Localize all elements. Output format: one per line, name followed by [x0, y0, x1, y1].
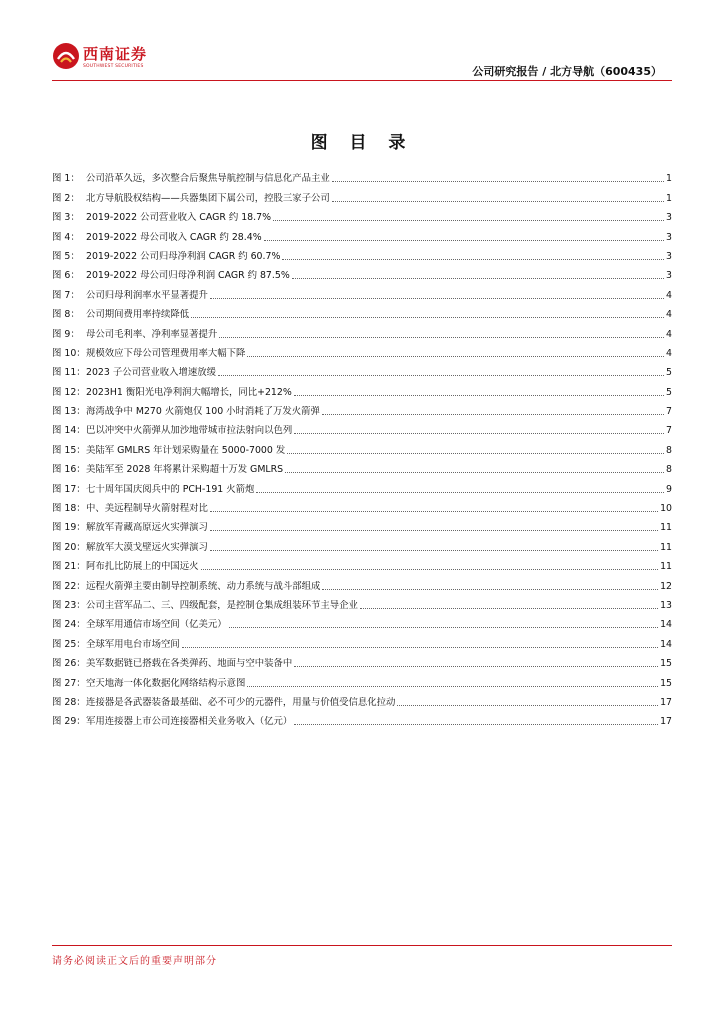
toc-entry-title: 2019-2022 母公司归母净利润 CAGR 约 87.5% — [86, 270, 290, 282]
toc-leader-dots — [322, 589, 658, 590]
report-info: 公司研究报告 / 北方导航（600435） — [472, 65, 662, 78]
toc-entry[interactable] — [52, 709, 672, 728]
toc-entry[interactable] — [52, 244, 672, 263]
toc-entry[interactable] — [52, 554, 672, 573]
toc-leader-dots — [229, 627, 658, 628]
toc-entry-label: 图 20： — [52, 541, 86, 553]
toc-leader-dots — [218, 375, 664, 376]
toc-entry-label: 图 4： — [52, 231, 80, 243]
toc-entry-title: 北方导航股权结构——兵器集团下属公司，控股三家子公司 — [86, 192, 330, 204]
toc-entry-page: 4 — [666, 328, 672, 340]
toc-entry[interactable] — [52, 573, 672, 592]
toc-entry-title: 七十周年国庆阅兵中的 PCH-191 火箭炮 — [86, 483, 255, 495]
toc-entry-label: 图 2： — [52, 192, 80, 204]
toc-leader-dots — [397, 705, 658, 706]
toc-entry-title: 2019-2022 母公司收入 CAGR 约 28.4% — [86, 231, 262, 243]
toc-entry-page: 13 — [660, 599, 672, 611]
toc-entry-label: 图 6： — [52, 270, 80, 282]
toc-entry-title: 2023H1 衡阳光电净利润大幅增长，同比+212% — [86, 386, 292, 398]
toc-entry-page: 9 — [666, 483, 672, 495]
toc-entry-title: 巴以冲突中火箭弹从加沙地带城市拉法射向以色列 — [86, 425, 293, 437]
toc-entry-label: 图 9： — [52, 328, 80, 340]
toc-entry[interactable] — [52, 185, 672, 204]
toc-entry-page: 10 — [660, 503, 672, 515]
toc-entry-page: 11 — [660, 561, 672, 573]
logo-english-name: SOUTHWEST SECURITIES — [83, 64, 144, 69]
toc-entry-title: 全球军用电台市场空间 — [86, 638, 180, 650]
toc-leader-dots — [294, 666, 658, 667]
toc-entry[interactable] — [52, 631, 672, 650]
toc-entry-title: 空天地海一体化数据化网络结构示意图 — [86, 677, 246, 689]
toc-entry-title: 远程火箭弹主要由制导控制系统、动力系统与战斗部组成 — [86, 580, 321, 592]
toc-entry[interactable] — [52, 379, 672, 398]
toc-entry-label: 图 13： — [52, 406, 86, 418]
toc-entry[interactable] — [52, 651, 672, 670]
toc-leader-dots — [247, 356, 664, 357]
toc-entry-title: 公司沿革久远，多次整合后聚焦导航控制与信息化产品主业 — [86, 173, 330, 185]
toc-entry[interactable] — [52, 670, 672, 689]
figure-table-of-contents — [52, 166, 672, 728]
toc-entry[interactable] — [52, 166, 672, 185]
toc-entry[interactable] — [52, 302, 672, 321]
toc-entry-page: 14 — [660, 619, 672, 631]
toc-leader-dots — [210, 298, 664, 299]
toc-leader-dots — [219, 337, 664, 338]
page-title: 图 目 录 — [310, 133, 414, 153]
toc-entry-page: 5 — [666, 386, 672, 398]
toc-entry-page: 4 — [666, 347, 672, 359]
toc-entry-page: 1 — [666, 173, 672, 185]
toc-leader-dots — [201, 569, 659, 570]
toc-entry-title: 美军数据链已搭载在各类弹药、地面与空中装备中 — [86, 658, 293, 670]
toc-entry[interactable] — [52, 534, 672, 553]
toc-leader-dots — [287, 453, 664, 454]
toc-entry-title: 军用连接器上市公司连接器相关业务收入（亿元） — [86, 716, 293, 728]
toc-entry-label: 图 27： — [52, 677, 86, 689]
toc-entry-page: 12 — [660, 580, 672, 592]
toc-entry-title: 2023 子公司营业收入增速放缓 — [86, 367, 216, 379]
toc-entry-title: 公司主营军品二、三、四级配套，是控制仓集成组装环节主导企业 — [86, 599, 358, 611]
toc-entry-page: 17 — [660, 696, 672, 708]
toc-entry-title: 解放军大漠戈壁远火实弹演习 — [86, 541, 208, 553]
toc-entry-label: 图 3： — [52, 212, 80, 224]
toc-entry-label: 图 18： — [52, 503, 86, 515]
toc-leader-dots — [256, 492, 664, 493]
toc-entry-label: 图 17： — [52, 483, 86, 495]
toc-entry[interactable] — [52, 612, 672, 631]
toc-entry-page: 11 — [660, 541, 672, 553]
toc-entry[interactable] — [52, 476, 672, 495]
toc-entry-label: 图 7： — [52, 289, 80, 301]
toc-entry[interactable] — [52, 360, 672, 379]
toc-entry[interactable] — [52, 263, 672, 282]
toc-entry-title: 母公司毛利率、净利率显著提升 — [86, 328, 218, 340]
toc-entry-label: 图 5： — [52, 250, 80, 262]
toc-entry-title: 连接器是各武器装备最基础、必不可少的元器件，用量与价值受信息化拉动 — [86, 696, 396, 708]
toc-leader-dots — [360, 608, 658, 609]
toc-entry[interactable] — [52, 593, 672, 612]
toc-entry[interactable] — [52, 690, 672, 709]
footer-divider — [52, 945, 672, 946]
toc-entry-label: 图 1： — [52, 173, 80, 185]
toc-entry[interactable] — [52, 437, 672, 456]
toc-entry-label: 图 14： — [52, 425, 86, 437]
toc-entry[interactable] — [52, 457, 672, 476]
toc-entry-title: 中、美远程制导火箭射程对比 — [86, 503, 208, 515]
toc-entry-label: 图 24： — [52, 619, 86, 631]
toc-entry-page: 1 — [666, 192, 672, 204]
toc-entry-page: 7 — [666, 406, 672, 418]
toc-entry-page: 4 — [666, 309, 672, 321]
toc-entry-label: 图 22： — [52, 580, 86, 592]
toc-entry-title: 解放军青藏高原远火实弹演习 — [86, 522, 208, 534]
toc-leader-dots — [210, 511, 658, 512]
toc-entry-label: 图 8： — [52, 309, 80, 321]
toc-entry-title: 全球军用通信市场空间（亿美元） — [86, 619, 227, 631]
toc-entry-label: 图 10： — [52, 347, 86, 359]
toc-entry-title: 公司期间费用率持续降低 — [86, 309, 190, 321]
toc-leader-dots — [294, 433, 664, 434]
toc-entry-page: 3 — [666, 270, 672, 282]
toc-entry-title: 阿布扎比防展上的中国远火 — [86, 561, 199, 573]
toc-entry-page: 15 — [660, 658, 672, 670]
toc-entry-label: 图 21： — [52, 561, 86, 573]
toc-leader-dots — [294, 724, 658, 725]
toc-entry-page: 3 — [666, 231, 672, 243]
toc-leader-dots — [273, 220, 664, 221]
toc-entry-label: 图 23： — [52, 599, 86, 611]
toc-entry-title: 美陆军至 2028 年将累计采购超十万发 GMLRS — [86, 464, 284, 476]
toc-entry-page: 8 — [666, 464, 672, 476]
toc-entry-page: 17 — [660, 716, 672, 728]
toc-entry-label: 图 11： — [52, 367, 86, 379]
toc-leader-dots — [210, 530, 658, 531]
header-divider — [52, 80, 672, 81]
toc-entry-page: 3 — [666, 250, 672, 262]
toc-leader-dots — [285, 472, 664, 473]
toc-entry-page: 7 — [666, 425, 672, 437]
toc-entry-page: 4 — [666, 289, 672, 301]
toc-entry[interactable] — [52, 282, 672, 301]
toc-entry-label: 图 16： — [52, 464, 86, 476]
toc-entry[interactable] — [52, 205, 672, 224]
toc-entry-title: 公司归母利润率水平显著提升 — [86, 289, 208, 301]
company-logo — [52, 40, 152, 76]
toc-entry-title: 美陆军 GMLRS 年计划采购量在 5000-7000 发 — [86, 444, 286, 456]
toc-leader-dots — [282, 259, 664, 260]
toc-leader-dots — [332, 181, 664, 182]
toc-entry-label: 图 25： — [52, 638, 86, 650]
toc-leader-dots — [191, 317, 664, 318]
toc-leader-dots — [247, 686, 658, 687]
toc-entry-label: 图 15： — [52, 444, 86, 456]
toc-entry-title: 海湾战争中 M270 火箭炮仅 100 小时消耗了万发火箭弹 — [86, 406, 320, 418]
logo-chinese-name: 西南证券 — [83, 45, 148, 63]
southwest-securities-logo-icon — [52, 42, 80, 70]
toc-entry[interactable] — [52, 418, 672, 437]
toc-entry-page: 15 — [660, 677, 672, 689]
toc-entry[interactable] — [52, 515, 672, 534]
toc-entry[interactable] — [52, 341, 672, 360]
toc-entry[interactable] — [52, 224, 672, 243]
toc-entry-label: 图 19： — [52, 522, 86, 534]
toc-entry[interactable] — [52, 321, 672, 340]
toc-leader-dots — [264, 240, 664, 241]
toc-leader-dots — [332, 201, 664, 202]
toc-entry-label: 图 26： — [52, 658, 86, 670]
toc-entry-page: 5 — [666, 367, 672, 379]
toc-leader-dots — [322, 414, 664, 415]
toc-entry-label: 图 29： — [52, 716, 86, 728]
toc-leader-dots — [182, 647, 658, 648]
toc-entry-page: 14 — [660, 638, 672, 650]
toc-entry-page: 11 — [660, 522, 672, 534]
toc-entry-label: 图 28： — [52, 696, 86, 708]
toc-entry-label: 图 12： — [52, 386, 86, 398]
toc-leader-dots — [292, 278, 664, 279]
toc-entry-page: 8 — [666, 444, 672, 456]
toc-entry[interactable] — [52, 399, 672, 418]
toc-entry-page: 3 — [666, 212, 672, 224]
toc-leader-dots — [210, 550, 658, 551]
toc-entry-title: 2019-2022 公司营业收入 CAGR 约 18.7% — [86, 212, 272, 224]
toc-leader-dots — [294, 395, 664, 396]
toc-entry-title: 2019-2022 公司归母净利润 CAGR 约 60.7% — [86, 250, 281, 262]
toc-entry[interactable] — [52, 496, 672, 515]
footer-disclaimer: 请务必阅读正文后的重要声明部分 — [52, 956, 217, 967]
toc-entry-title: 规模效应下母公司管理费用率大幅下降 — [86, 347, 246, 359]
